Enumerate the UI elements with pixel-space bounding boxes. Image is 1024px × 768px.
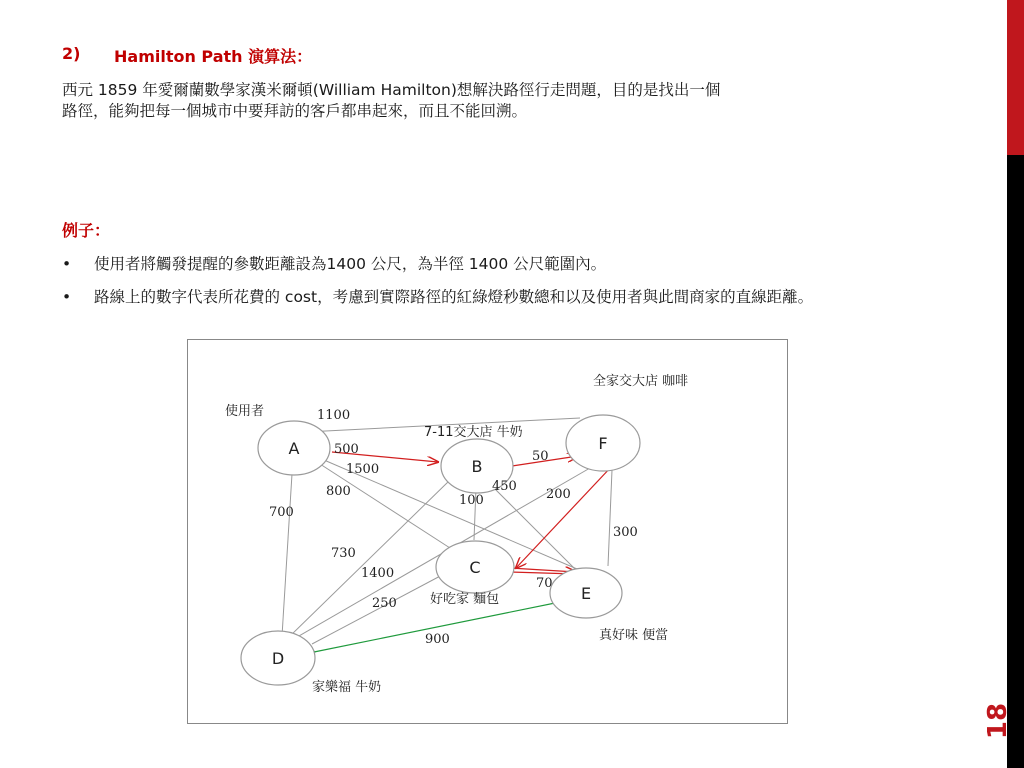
cost-db: 730 [331, 546, 356, 561]
bullet-item [62, 254, 902, 275]
cost-cf: 200 [546, 487, 571, 502]
edge-f-e [608, 470, 612, 566]
cost-bf: 50 [532, 449, 549, 464]
node-c-label: C [469, 558, 481, 577]
bullet-icon: • [62, 288, 72, 306]
cost-df: 1400 [361, 566, 395, 581]
intro-paragraph [62, 80, 892, 122]
right-accent-bar-red [1007, 0, 1024, 155]
cost-ab: 500 [334, 442, 359, 457]
page-number: 18 [983, 702, 1013, 740]
example-heading: 例子： [62, 221, 111, 240]
path-edge-c-e [510, 568, 576, 572]
node-e-label: E [580, 584, 592, 603]
cost-ad: 700 [269, 505, 294, 520]
hamilton-graph-figure [187, 339, 788, 724]
bullet-text: 使用者將觸發提醒的參數距離設為1400 公尺，為半徑 1400 公尺範圍內。 [94, 255, 607, 273]
cost-ce: 70 [536, 576, 553, 591]
cost-ac: 800 [326, 484, 351, 499]
example-bullets [62, 254, 902, 320]
cost-cd: 250 [372, 596, 397, 611]
bullet-text: 路線上的數字代表所花費的 cost，考慮到實際路徑的紅綠燈秒數總和以及使用者與此間商家的直線距離。 [94, 288, 814, 306]
caption-c: 好吃家 麵包 [430, 592, 500, 607]
caption-a: 使用者 [225, 404, 265, 419]
graph-svg [188, 340, 787, 723]
node-d-label: D [271, 649, 285, 668]
intro-line-1: 西元 1859 年愛爾蘭數學家漢米爾頓(William Hamilton)想解決路徑行走問題，目的是找出一個 [62, 81, 721, 99]
cost-af: 1100 [317, 408, 351, 423]
cost-bc: 100 [459, 493, 484, 508]
node-b-label: B [471, 457, 483, 476]
bullet-icon: • [62, 255, 72, 273]
intro-line-2: 路徑，能夠把每一個城市中要拜訪的客戶都串起來，而且不能回溯。 [62, 102, 528, 120]
section-title: Hamilton Path 演算法： [114, 47, 313, 66]
node-a-label: A [288, 439, 300, 458]
caption-e: 真好味 便當 [599, 628, 669, 643]
cost-fe: 300 [613, 525, 638, 540]
cost-ed: 900 [425, 632, 450, 647]
section-number: 2) [62, 44, 81, 63]
cost-ae: 1500 [346, 462, 380, 477]
caption-d: 家樂福 牛奶 [312, 680, 382, 695]
bullet-item [62, 287, 902, 308]
caption-b: 7-11交大店 牛奶 [424, 425, 523, 440]
node-f-label: F [598, 434, 608, 453]
cost-be: 450 [492, 479, 517, 494]
path-edge-f-c [516, 466, 612, 568]
edge-a-d [282, 474, 292, 636]
caption-f: 全家交大店 咖啡 [593, 374, 689, 389]
